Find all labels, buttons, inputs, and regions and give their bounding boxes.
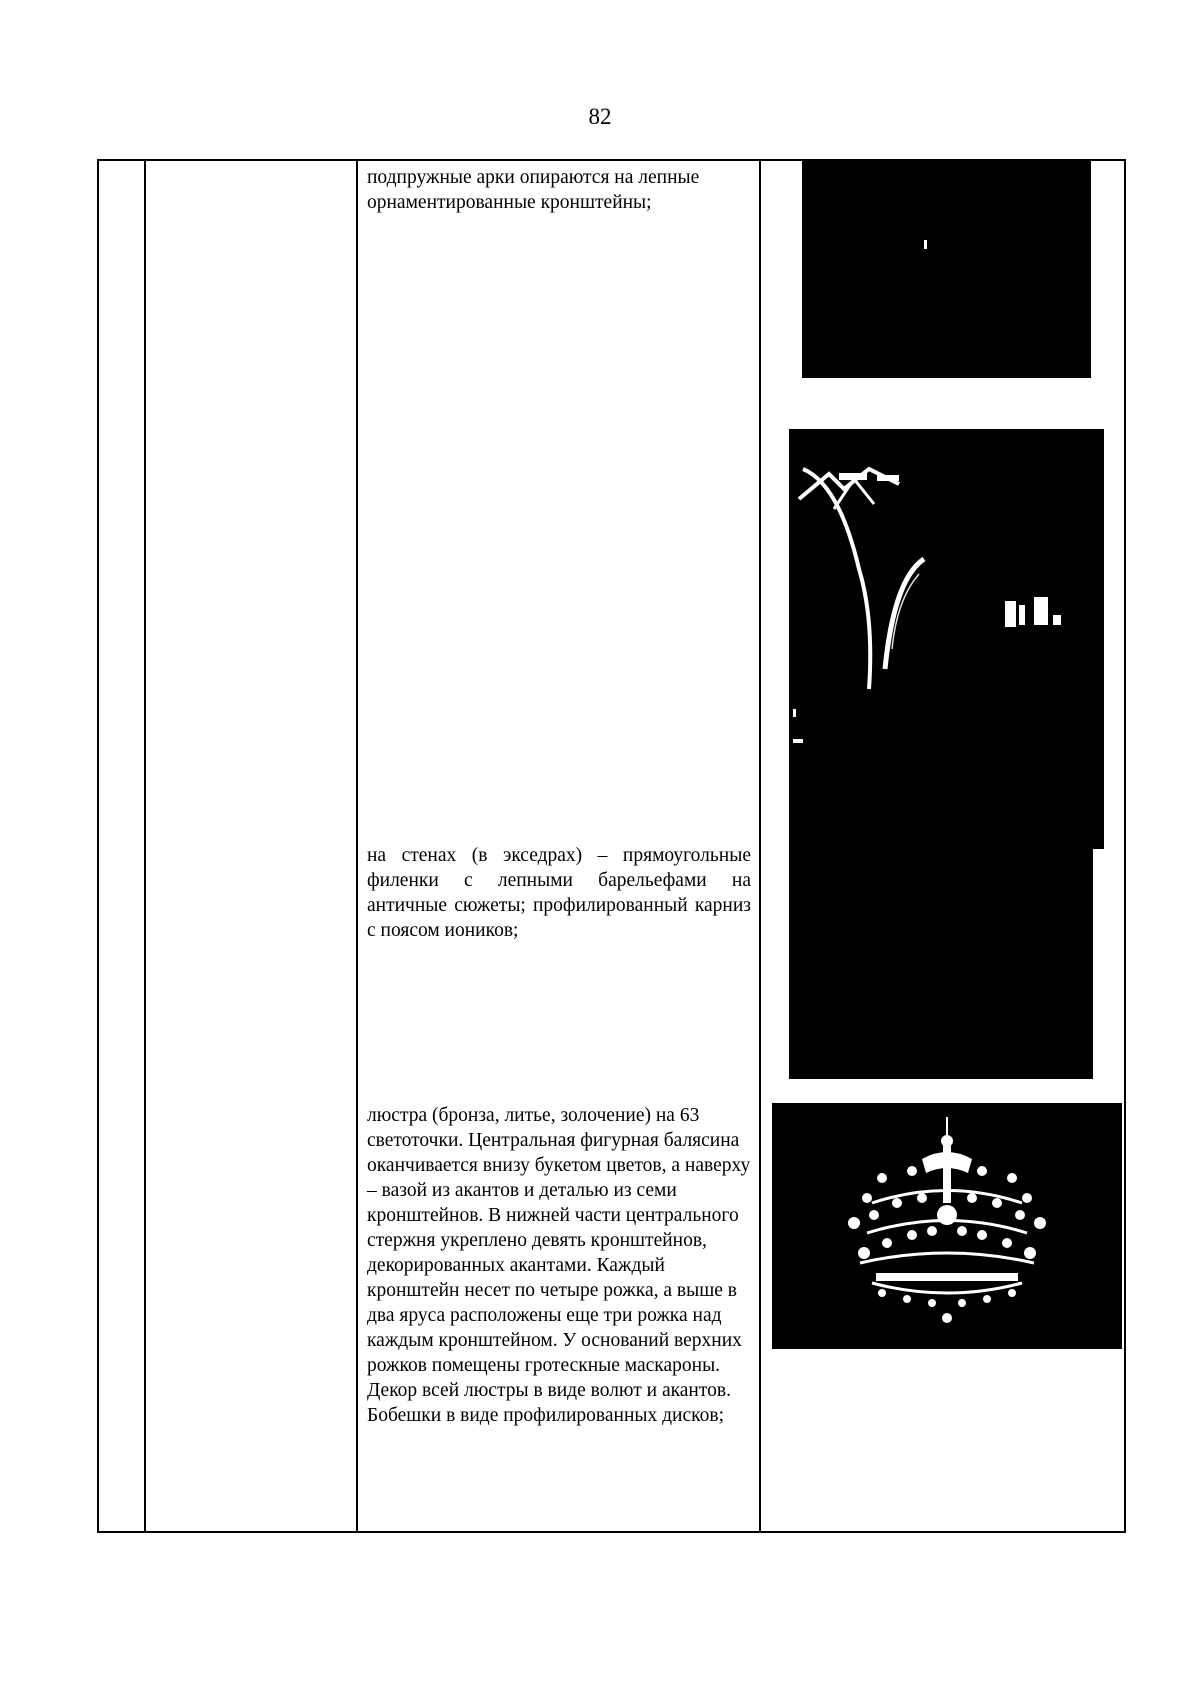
- description-arches: подпружные арки опираются на лепные орнаментированные кронштейны;: [367, 167, 700, 213]
- document-table: [97, 159, 1126, 1533]
- description-walls: на стенах (в экседрах) – прямоугольные филенки с лепными барельефами на античные сюжеты; профилированный карниз с поясом иоников;: [367, 845, 751, 941]
- column-divider-1: [144, 161, 146, 1531]
- description-chandelier: люстра (бронза, литье, золочение) на 63 светоточки. Центральная фигурная балясина оканчивается внизу букетом цветов, а наверху – вазой из акантов и деталью из семи кронштейнов. В нижней части центрального стержня укреплено девять кронштейнов, декорированных акантами. Каждый кронштейн несет по четыре рожка, а выше в два яруса расположены еще три рожка над каждым кронштейном. У оснований верхних рожков помещены гротескные маскароны. Декор всей люстры в виде волют и акантов. Бобешки в виде профилированных дисков;: [367, 1105, 751, 1426]
- chandelier-photo: [772, 1103, 1122, 1349]
- wall-exedra-photo: [789, 429, 1104, 1079]
- page-number: 82: [588, 104, 612, 129]
- arch-bracket-photo: [802, 161, 1091, 378]
- column-divider-2: [356, 161, 358, 1531]
- column-divider-3: [759, 161, 761, 1531]
